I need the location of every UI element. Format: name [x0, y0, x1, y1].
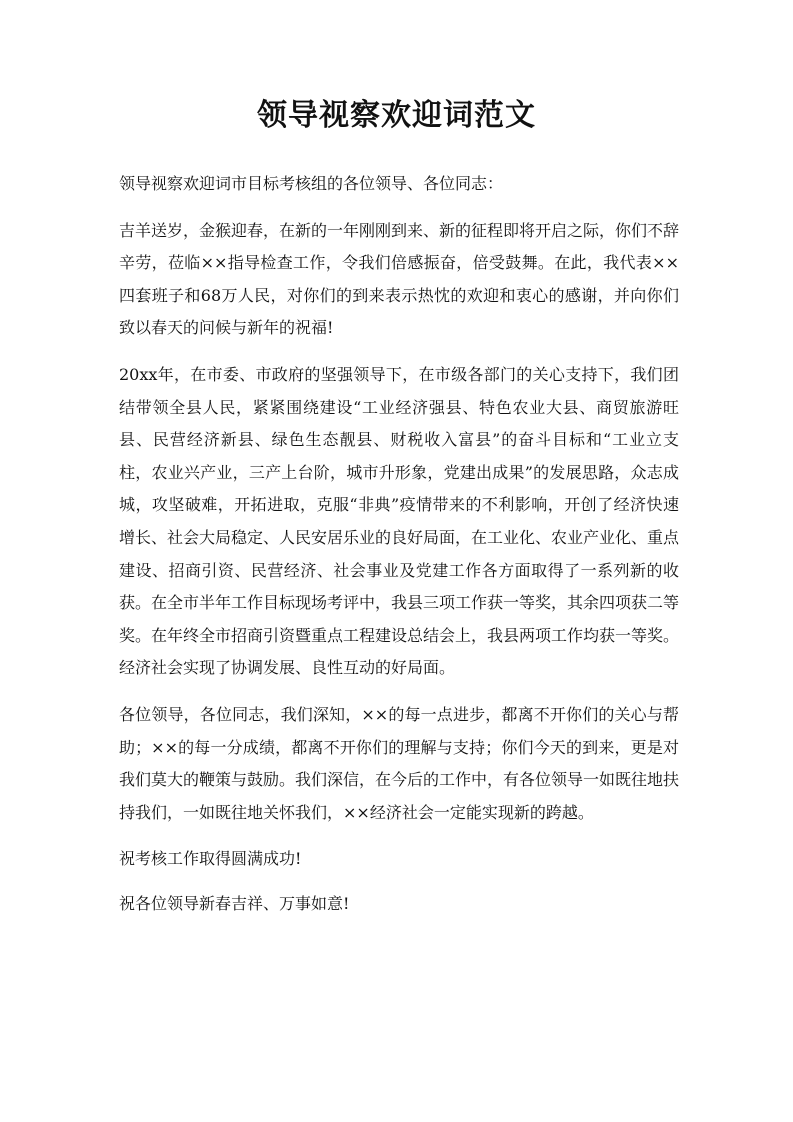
document-body — [119, 168, 679, 932]
salutation-paragraph: 领导视察欢迎词市目标考核组的各位领导、各位同志： — [119, 174, 504, 193]
gratitude-paragraph: 各位领导，各位同志，我们深知，××的每一点进步，都离不开你们的关心与帮助；××的每一分成绩，都离不开你们的理解与支持；你们今天的到来，更是对我们莫大的鞭策与鼓励。我们深信，在今后的工作中，有各位领导一如既往地扶持我们，一如既往地关怀我们，××经济社会一定能实现新的跨越。 — [119, 704, 680, 822]
achievements-paragraph: 20xx年，在市委、市政府的坚强领导下，在市级各部门的关心支持下，我们团结带领全县人民，紧紧围绕建设“工业经济强县、特色农业大县、商贸旅游旺县、民营经济新县、绿色生态靓县、财税收入富县”的奋斗目标和“工业立支柱，农业兴产业，三产上台阶，城市升形象，党建出成果”的发展思路，众志成城，攻坚破难，开拓进取，克服“非典”疫情带来的不利影响，开创了经济快速增长、社会大局稳定、人民安居乐业的良好局面，在工业化、农业产业化、重点建设、招商引资、民营经济、社会事业及党建工作各方面取得了一系列新的收获。在全市半年工作目标现场考评中，我县三项工作获一等奖，其余四项获二等奖。在年终全市招商引资暨重点工程建设总结会上，我县两项工作均获一等奖。经济社会实现了协调发展、良性互动的好局面。 — [119, 364, 680, 678]
wish-success-paragraph: 祝考核工作取得圆满成功! — [119, 849, 302, 869]
document-title: 领导视察欢迎词范文 — [257, 98, 536, 133]
wish-new-year-paragraph: 祝各位领导新春吉祥、万事如意! — [119, 893, 350, 913]
welcome-paragraph: 吉羊送岁，金猴迎春，在新的一年刚刚到来、新的征程即将开启之际，你们不辞辛劳，莅临××指导检查工作，令我们倍感振奋，倍受鼓舞。在此，我代表××四套班子和68万人民，对你们的到来表示热忱的欢迎和衷心的感谢，并向你们致以春天的问候与新年的祝福! — [119, 220, 680, 338]
